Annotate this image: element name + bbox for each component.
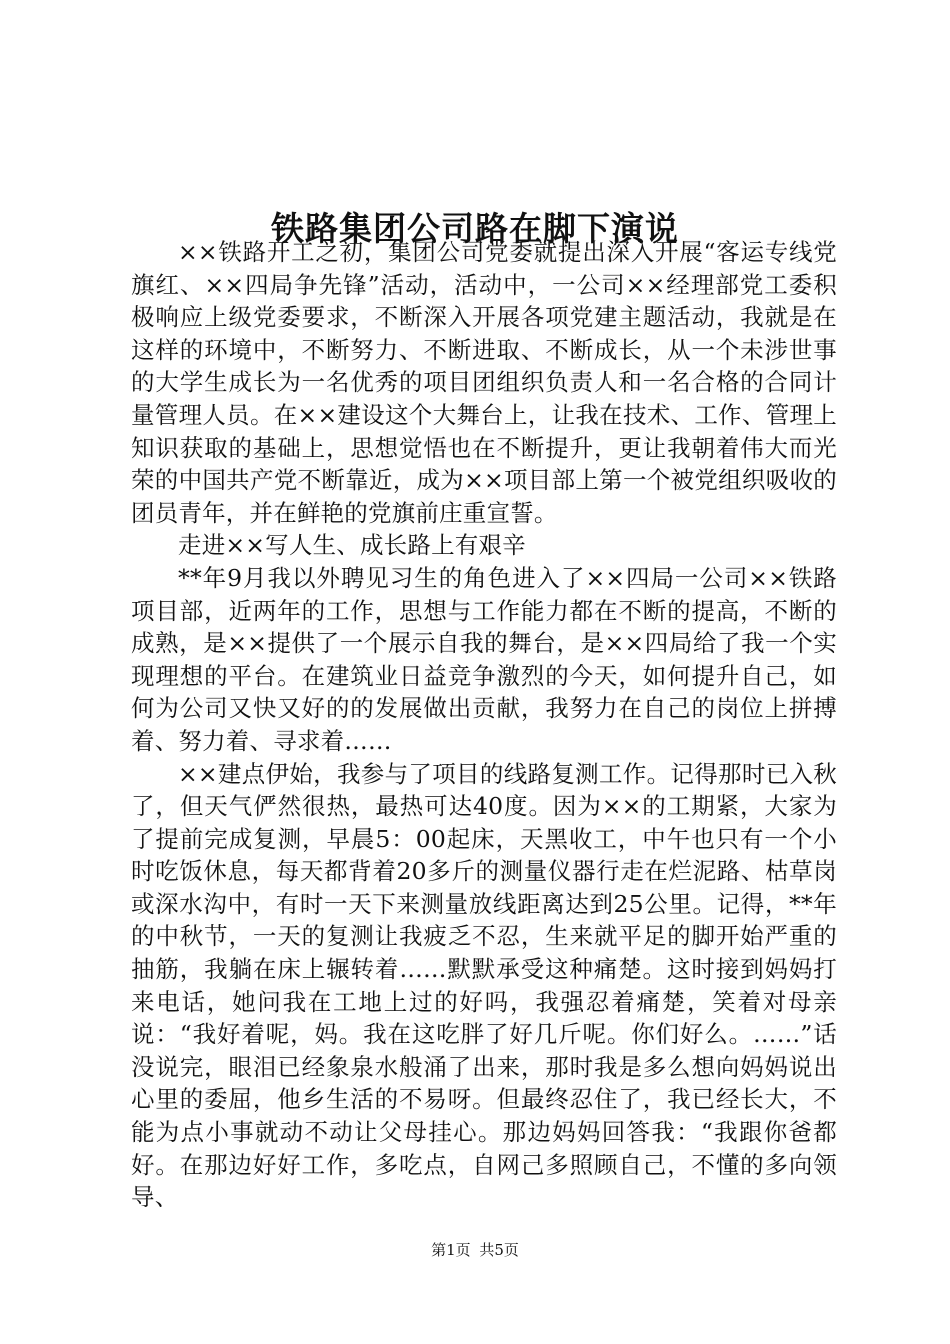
document-body — [131, 236, 837, 1214]
page-total: 共5页 — [479, 1241, 519, 1259]
document-title: 铁路集团公司路在脚下演说 — [271, 209, 679, 249]
paragraph-joining: **年9月我以外聘见习生的角色进入了××四局一公司××铁路项目部，近两年的工作，思想与工作能力都在不断的提高，不断的成熟，是××提供了一个展示自我的舞台，是××四局给了我一个实现理想的平台。在建筑业日益竞争激烈的今天，如何提升自己，如何为公司又快又好的的发展做出贡献，我努力在自己的岗位上拼搏着、努力着、寻求着…… — [131, 563, 837, 755]
page-footer — [0, 1240, 950, 1260]
paragraph-section-heading: 走进××写人生、成长路上有艰辛 — [178, 531, 526, 560]
page-number: 第1页 — [431, 1241, 471, 1259]
paragraph-intro: ××铁路开工之初，集团公司党委就提出深入开展“客运专线党旗红、××四局争先锋”活动，活动中，一公司××经理部党工委积极响应上级党委要求，不断深入开展各项党建主题活动，我就是在这样的环境中，不断努力、不断进取、不断成长，从一个未涉世事的大学生成长为一名优秀的项目团组织负责人和一名合格的合同计量管理人员。在××建设这个大舞台上，让我在技术、工作、管理上知识获取的基础上，思想觉悟也在不断提升，更让我朝着伟大而光荣的中国共产党不断靠近，成为××项目部上第一个被党组织吸收的团员青年，并在鲜艳的党旗前庄重宣誓。 — [131, 238, 837, 527]
paragraph-survey-work: ××建点伊始，我参与了项目的线路复测工作。记得那时已入秋了，但天气俨然很热，最热可达40度。因为××的工期紧，大家为了提前完成复测，早晨5：00起床，天黑收工，中午也只有一个小时吃饭休息，每天都背着20多斤的测量仪器行走在烂泥路、枯草岗或深水沟中，有时一天下来测量放线距离达到25公里。记得，**年的中秋节，一天的复测让我疲乏不忍，生来就平足的脚开始严重的抽筋，我躺在床上辗转着……默默承受这种痛楚。这时接到妈妈打来电话，她问我在工地上过的好吗，我强忍着痛楚，笑着对母亲说：“我好着呢，妈。我在这吃胖了好几斤呢。你们好么。……”话没说完，眼泪已经象泉水般涌了出来，那时我是多么想向妈妈说出心里的委屈，他乡生活的不易呀。但最终忍住了，我已经长大，不能为点小事就动不动让父母挂心。那边妈妈回答我：“我跟你爸都好。在那边好好工作，多吃点，自网己多照顾自己，不懂的多向领导、 — [131, 759, 837, 1212]
